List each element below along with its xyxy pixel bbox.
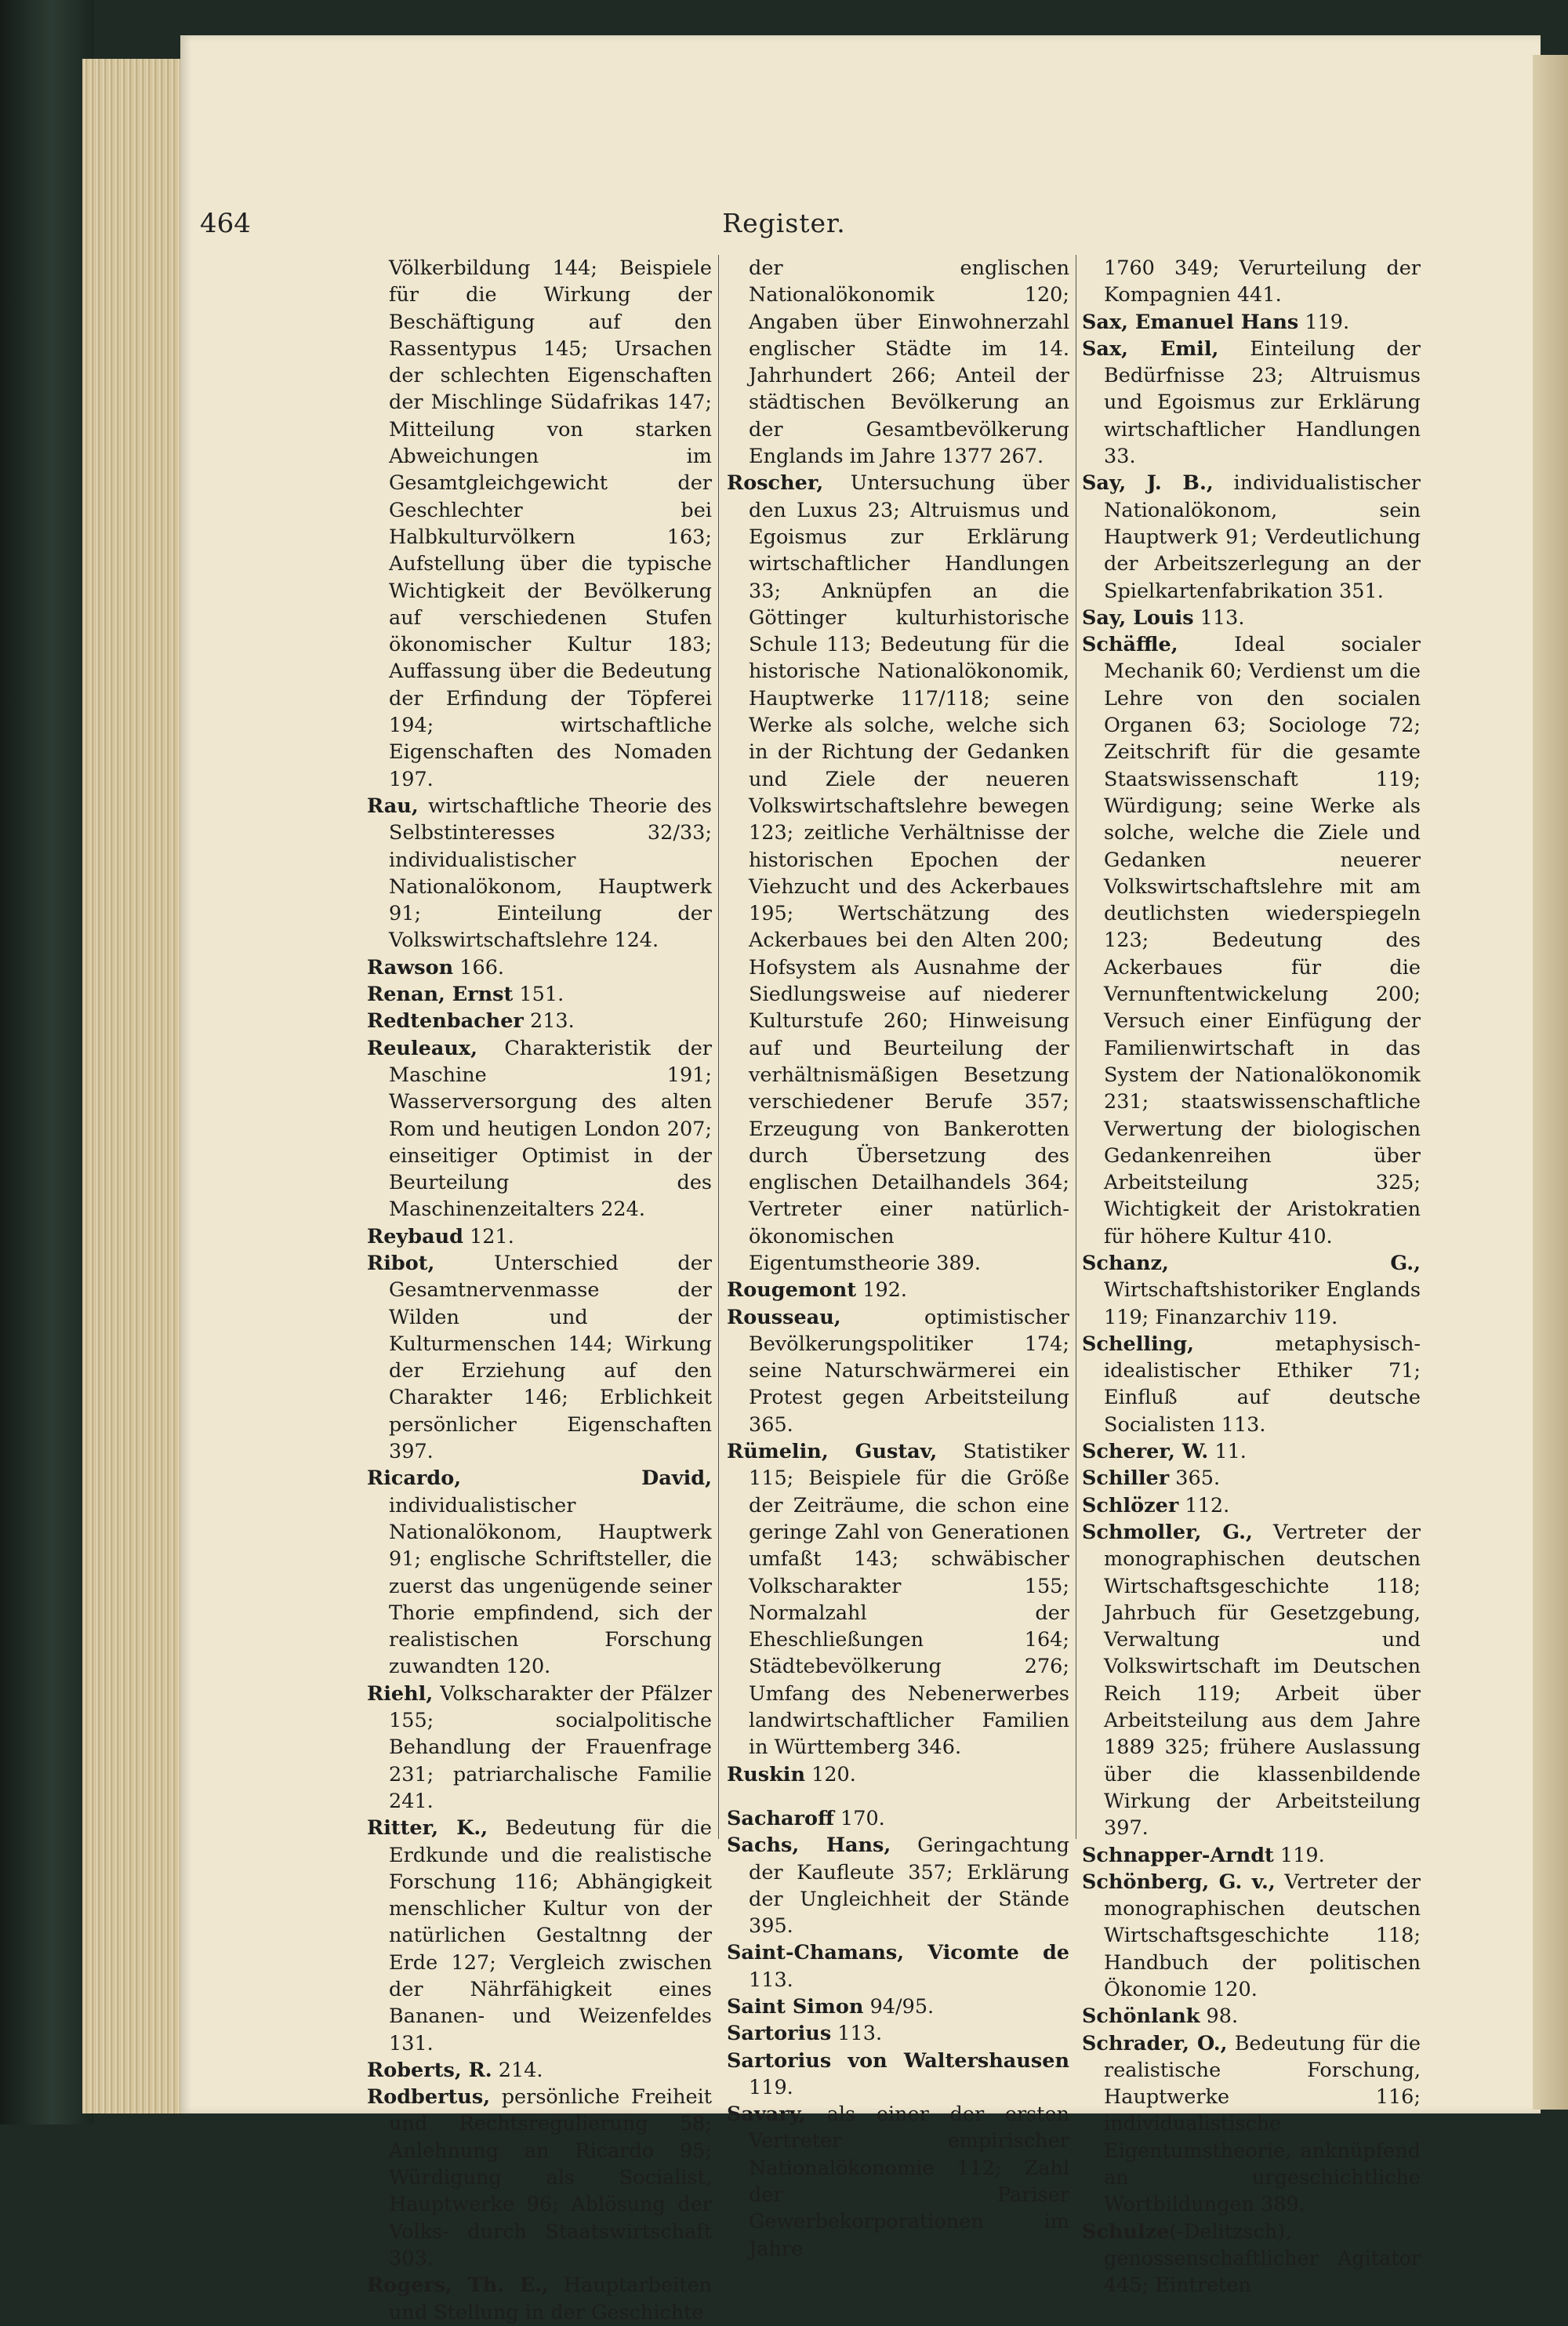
entry-text: 166.	[453, 955, 505, 979]
entry-keyword: Ritter, K.,	[367, 1816, 488, 1841]
index-entry	[727, 470, 1069, 1277]
entry-keyword: Rougemont	[727, 1278, 857, 1303]
index-entry	[1082, 1438, 1421, 1465]
index-entry	[367, 1815, 712, 2057]
index-column-1	[367, 255, 712, 2326]
entry-keyword: Saint Simon	[727, 1995, 864, 2019]
entry-text: wirtschaftliche Theorie des Selbstinteresses 32/33; individualistischer Nationalökonom, Hauptwerk 91; Einteilung der Volkswirtschaftslehre 124.	[389, 794, 712, 953]
index-entry-continuation	[727, 255, 1069, 470]
entry-text: 119.	[1298, 310, 1350, 334]
entry-text: Unterschied der Gesamtnervenmasse der Wilden und der Kulturmenschen 144; Wirkung der Erziehung auf den Charakter 146; Erblichkeit persönlicher Eigenschaften 397.	[389, 1251, 712, 1464]
entry-keyword: Schanz, G.,	[1082, 1251, 1421, 1275]
entry-text: 365.	[1169, 1466, 1221, 1491]
entry-text: Ideal socialer Mechanik 60; Verdienst um die Lehre von den socialen Organen 63; Sociologe 72; Zeitschrift für die gesamte Staatswissenschaft 119; Würdigung; seine Werke als solche, welche die Ziele und Gedanken neuerer Volkswirtschaftslehre mit am deutlichsten wiederspiegeln 123; Bedeutung des Ackerbaues für die Vernunftentwickelung 200; Versuch einer Einfügung der Familienwirtschaft in das System der Nationalökonomik 231; staatswissenschaftliche Verwertung der biologischen Gedankenreihen über Arbeitsteilung 325; Wichtigkeit der Aristokratien für höhere Kultur 410.	[1104, 633, 1421, 1248]
entry-keyword: Redtenbacher	[367, 1009, 524, 1034]
index-entry	[367, 2272, 712, 2326]
index-entry	[1082, 1869, 1421, 2003]
index-column-3	[1082, 255, 1421, 2299]
index-entry	[367, 2057, 712, 2084]
entry-text: 213.	[523, 1009, 575, 1034]
entry-text: 1760 349; Verurteilung der Kompagnien 441.	[1104, 256, 1421, 307]
entry-text: 112.	[1178, 1493, 1230, 1517]
index-entry	[367, 793, 712, 954]
index-entry	[727, 2020, 1069, 2047]
index-entry	[727, 1277, 1069, 1303]
entry-keyword: Rümelin, Gustav,	[727, 1440, 938, 1464]
entry-text: 94/95.	[863, 1995, 935, 2019]
entry-keyword: Schnapper-Arndt	[1082, 1843, 1274, 1867]
entry-keyword: Rousseau,	[727, 1305, 841, 1329]
running-title: Register.	[722, 208, 846, 238]
entry-text: Untersuchung über den Luxus 23; Altruismus und Egoismus zur Erklärung wirtschaftlicher Handlungen 33; Anknüpfen an die Göttinger kulturhistorische Schule 113; Bedeutung für die historische Nationalökonomik, Hauptwerke 117/118; seine Werke als solche, welche sich in der Richtung der Gedanken und Ziele der neueren Volkswirtschaftslehre bewegen 123; zeitliche Verhältnisse der historischen Epochen der Viehzucht und des Ackerbaues 195; Wertschätzung des Ackerbaues bei den Alten 200; Hofsystem als Ausnahme der Siedlungsweise auf niederer Kulturstufe 260; Hinweisung auf und Beurteilung der verhältnismäßigen Besetzung verschiedener Berufe 357; Erzeugung von Bankerotten durch Übersetzung des englischen Detailhandels 364; Vertreter einer natürlich-ökonomischen Eigentumstheorie 389.	[749, 471, 1069, 1275]
entry-text: Charakteristik der Maschine 191; Wasserversorgung des alten Rom und heutigen London 207; einseitiger Optimist in der Beurteilung des Maschinenzeitalters 224.	[389, 1036, 712, 1222]
entry-keyword: Schönberg, G. v.,	[1082, 1870, 1276, 1894]
entry-keyword: Sax, Emanuel Hans	[1082, 310, 1299, 334]
index-column-2	[727, 255, 1069, 2262]
entry-text: (-Delitzsch), genossenschaftlicher Agitator 445; Eintreten	[1104, 2219, 1421, 2298]
entry-text: als einer der ersten Vertreter empirischer Nationalökonomie 112; Zahl der Pariser Gewerbekorporationen im Jahre	[749, 2102, 1069, 2261]
entry-text: 119.	[1273, 1843, 1325, 1867]
entry-text: individualistischer Nationalökonom, sein Hauptwerk 91; Verdeutlichung der Arbeitszerlegung an der Spielkartenfabrikation 351.	[1104, 471, 1421, 603]
entry-text: Volkscharakter der Pfälzer 155; socialpolitische Behandlung der Frauenfrage 231; patriarchalische Familie 241.	[389, 1681, 712, 1813]
index-entry	[727, 1993, 1069, 2020]
entry-text: Völkerbildung 144; Beispiele für die Wirkung der Beschäftigung auf den Rassentypus 145; Ursachen der schlechten Eigenschaften der Mischlinge Südafrikas 147; Mitteilung von starken Abweichungen im Gesamtgleichgewicht der Geschlechter bei Halbkulturvölkern 163; Aufstellung über die typische Wichtigkeit der Bevölkerung auf verschiedenen Stufen ökonomischer Kultur 183; Auffassung über die Bedeutung der Erfindung der Töpferei 194; wirtschaftliche Eigenschaften des Nomaden 197.	[389, 256, 712, 791]
index-entry	[1082, 336, 1421, 470]
entry-text: 98.	[1200, 2004, 1239, 2029]
entry-keyword: Saint-Chamans, Vicomte de	[727, 1941, 1069, 1965]
book-spine	[0, 0, 94, 2124]
index-entry	[727, 1761, 1069, 1788]
entry-keyword: Rau,	[367, 794, 419, 818]
entry-text: 119.	[749, 2075, 793, 2099]
entry-text: 113.	[749, 1968, 793, 1992]
entry-keyword: Scherer, W.	[1082, 1440, 1209, 1464]
column-divider	[718, 255, 719, 1839]
entry-keyword: Renan, Ernst	[367, 983, 514, 1007]
index-entry	[727, 2048, 1069, 2102]
entry-text: persönliche Freiheit und Rechtsregulierung 58; Anlehnung an Ricardo 95; Würdigung als Socialist, Hauptwerke 96; Ablösung der Volks- durch Staatswirtschaft 303.	[389, 2085, 712, 2270]
index-entry	[367, 981, 712, 1008]
entry-keyword: Roscher,	[727, 471, 824, 496]
entry-text: optimistischer Bevölkerungspolitiker 174; seine Naturschwärmerei ein Protest gegen Arbeitsteilung 365.	[749, 1305, 1069, 1437]
index-entry-continuation	[367, 255, 712, 793]
entry-text: Statistiker 115; Beispiele für die Größe der Zeiträume, die schon eine geringe Zahl von Generationen umfaßt 143; schwäbischer Volkscharakter 155; Normalzahl der Eheschließungen 164; Städtebevölkerung 276; Umfang des Nebenerwerbes landwirtschaftlicher Familien in Württemberg 346.	[749, 1440, 1070, 1760]
entry-text: 170.	[833, 1806, 885, 1830]
entry-keyword: Rodbertus,	[367, 2085, 491, 2110]
entry-keyword: Say, Louis	[1082, 605, 1194, 630]
entry-keyword: Sacharoff	[727, 1806, 834, 1830]
entry-keyword: Reuleaux,	[367, 1036, 478, 1060]
entry-keyword: Ruskin	[727, 1762, 805, 1786]
index-entry	[727, 1832, 1069, 1939]
index-entry	[1082, 1250, 1421, 1331]
index-entry	[727, 1805, 1069, 1832]
entry-keyword: Schönlank	[1082, 2004, 1200, 2029]
entry-text: Vertreter der monographischen deutschen Wirtschaftsgeschichte 118; Handbuch der politischen Ökonomie 120.	[1104, 1870, 1421, 2001]
index-entry	[727, 2101, 1069, 2262]
page-header	[0, 208, 1568, 247]
entry-keyword: Rawson	[367, 955, 454, 979]
index-entry	[367, 2084, 712, 2272]
entry-keyword: Schlözer	[1082, 1493, 1179, 1517]
entry-keyword: Sartorius	[727, 2022, 832, 2046]
page-number: 464	[200, 208, 251, 239]
entry-text: der englischen Nationalökonomik 120; Angaben über Einwohnerzahl englischer Städte im 14. Jahrhundert 266; Anteil der städtischen Bevölkerung an der Gesamtbevölkerung Englands im Jahre 1377 267.	[749, 256, 1069, 469]
index-entry	[727, 1939, 1069, 1993]
index-entry	[727, 1304, 1069, 1438]
entry-text: Einteilung der Bedürfnisse 23; Altruismus und Egoismus zur Erklärung wirtschaftlicher Handlungen 33.	[1104, 336, 1421, 469]
index-entry	[367, 1681, 712, 1815]
entry-keyword: Riehl,	[367, 1681, 434, 1706]
entry-text: 120.	[804, 1762, 856, 1786]
index-entry	[367, 954, 712, 981]
index-entry-continuation	[1082, 255, 1421, 309]
index-entry	[367, 1223, 712, 1250]
index-entry	[1082, 309, 1421, 336]
entry-text: metaphysisch-idealistischer Ethiker 71; Einfluß auf deutsche Socialisten 113.	[1104, 1332, 1421, 1437]
entry-text: 192.	[856, 1278, 907, 1303]
index-entry	[1082, 470, 1421, 604]
index-entry	[1082, 1465, 1421, 1492]
index-entry	[1082, 1492, 1421, 1519]
entry-text: 151.	[513, 983, 564, 1007]
entry-text: 214.	[492, 2058, 543, 2082]
facing-page-edge	[1533, 55, 1568, 2110]
entry-keyword: Schelling,	[1082, 1332, 1195, 1356]
entry-keyword: Schmoller, G.,	[1082, 1520, 1253, 1544]
entry-keyword: Ribot,	[367, 1251, 435, 1275]
entry-keyword: Schulze	[1082, 2219, 1170, 2244]
entry-keyword: Savary,	[727, 2102, 806, 2127]
entry-text: individualistischer Nationalökonom, Hauptwerk 91; englische Schriftsteller, die zuerst das ungenügende seiner Thorie empfindend, sich der realistischen Forschung zuwandten 120.	[389, 1493, 712, 1679]
index-entry	[1082, 631, 1421, 1250]
index-entry	[727, 1438, 1069, 1761]
entry-text: Bedeutung für die realistische Forschung, Hauptwerke 116; individualistische Eigentumstheorie, anknüpfend an urgeschichtliche Wortbildungen 389.	[1104, 2031, 1421, 2217]
entry-keyword: Roberts, R.	[367, 2058, 492, 2082]
entry-keyword: Schiller	[1082, 1466, 1170, 1491]
index-entry	[367, 1465, 712, 1680]
index-entry	[1082, 1842, 1421, 1869]
page-edges	[82, 59, 188, 2113]
entry-text: 113.	[831, 2022, 883, 2046]
entry-text: Hauptarbeiten und Stellung in der Geschichte	[389, 2273, 713, 2324]
index-entry	[1082, 1519, 1421, 1842]
entry-text: Geringachtung der Kaufleute 357; Erklärung der Ungleichheit der Stände 395.	[749, 1834, 1069, 1939]
entry-text: 11.	[1208, 1440, 1247, 1464]
entry-keyword: Sartorius von Waltershausen	[727, 2048, 1069, 2073]
entry-keyword: Rogers, Th. E.,	[367, 2273, 549, 2298]
entry-keyword: Schäffle,	[1082, 633, 1178, 657]
entry-keyword: Schrader, O.,	[1082, 2031, 1228, 2055]
index-entry	[367, 1008, 712, 1034]
entry-keyword: Reybaud	[367, 1224, 463, 1248]
index-entry	[1082, 1331, 1421, 1438]
index-entry	[1082, 605, 1421, 631]
index-entry	[367, 1250, 712, 1465]
entry-keyword: Sachs, Hans,	[727, 1834, 891, 1858]
entry-text: 113.	[1193, 605, 1245, 630]
entry-text: 121.	[463, 1224, 514, 1248]
index-entry	[1082, 2003, 1421, 2030]
entry-keyword: Say, J. B.,	[1082, 471, 1214, 496]
entry-text: Vertreter der monographischen deutschen Wirtschaftsgeschichte 118; Jahrbuch für Gesetzgebung, Verwaltung und Volkswirtschaft im Deutschen Reich 119; Arbeit über Arbeitsteilung aus dem Jahre 1889 325; frühere Auslassung über die klassenbildende Wirkung der Arbeitsteilung 397.	[1104, 1520, 1421, 1841]
entry-text: Bedeutung für die Erdkunde und die realistische Forschung 116; Abhängigkeit menschlicher Kultur von der natürlichen Gestaltnng der Erde 127; Vergleich zwischen der Nährfähigkeit eines Bananen- und Weizenfeldes 131.	[389, 1816, 712, 2055]
entry-keyword: Sax, Emil,	[1082, 336, 1219, 361]
index-entry	[1082, 2219, 1421, 2299]
index-entry	[367, 1035, 712, 1223]
entry-text: Wirtschaftshistoriker Englands 119; Finanzarchiv 119.	[1104, 1278, 1421, 1329]
entry-keyword: Ricardo, David,	[367, 1466, 712, 1491]
